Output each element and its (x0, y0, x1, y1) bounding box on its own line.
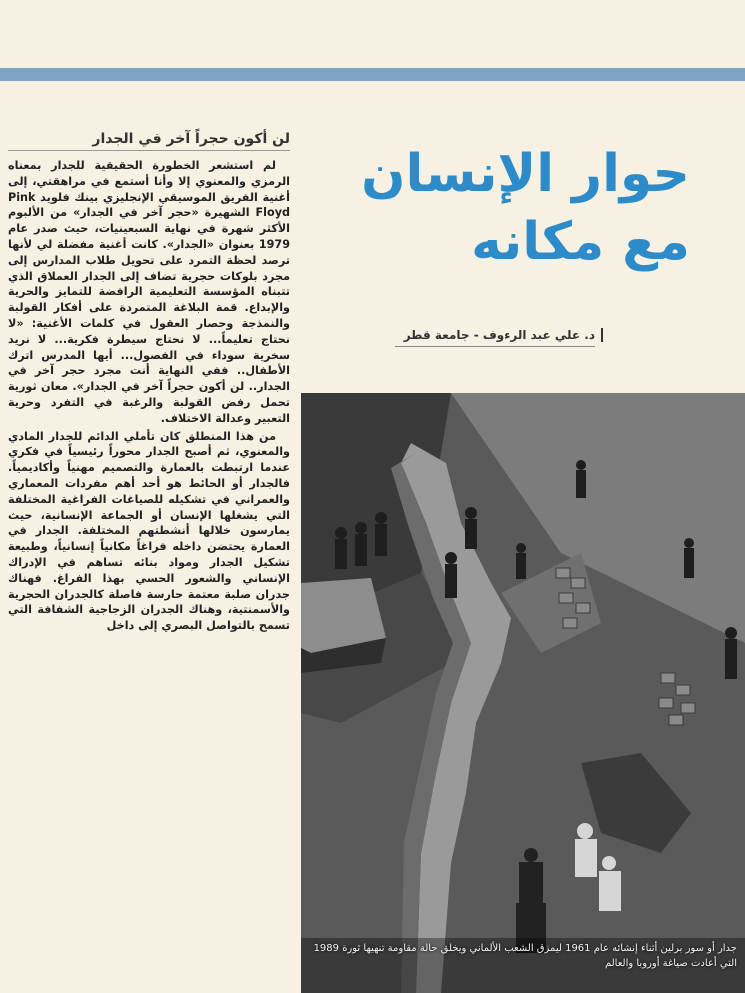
article-title-line-1: حوار الإنسان (361, 144, 690, 204)
header-rule (0, 68, 745, 81)
author-byline: د. علي عبد الرءوف - جامعة قطر (395, 328, 603, 342)
article-paragraph-1: لم استشعر الخطورة الحقيقية للجدار بمعناه الرمزي والمعنوي إلا وأنا أستمع في مراهقتي، إلى أغنية الفريق الموسيقي الإنجليزي بينك فلويد Pink Floyd الشهيرة «حجر آخر في الجدار» من الألبوم الأكثر شهرة في نهاية السبعينيات، حيث صدر عام 1979 بعنوان «الجدار». كانت أغنية مفضلة لي لأنها ترصد لحظة التمرد على تحويل طلاب المدارس إلى مجرد بلوكات حجرية تضاف إلى الجدار العملاق الذي تتبناه المؤسسة التعليمية الرافضة للتمايز والحرية والإبداع. قمة البلاغة المتمردة على أفكار القولبة والنمذجة وحصار العقول في كلمات الأغنية: «لا نحتاج تعليماً... لا نحتاج سيطرة فكرية... لا نريد سخرية سوداء في الفصول... أيها المدرس اترك الأطفال.. ففي النهاية أنت مجرد حجر آخر في الجدار.. لن أكون حجراً آخر في الجدار». معان ثورية تحمل رفض القولبة والرغبة في التفرد وحرية التعبير وعدالة الاختلاف. (8, 159, 290, 425)
article-paragraph-2: من هذا المنطلق كان تأملي الدائم للجدار المادي والمعنوي، ثم أصبح الجدار محوراً رئيسياً في فكري عندما ارتبطت بالعمارة والتصميم مهنياً وأكاديمياً. فالجدار أو الحائط هو أحد أهم مفردات المعماري والعمراني في تشكيله للصياغات الفراغية المختلفة التي يشغلها الإنسان أو الجماعة الإنسانية، حيث يمارسون خلالها أنشطتهم المختلفة. الجدار في العمارة يحتضن داخله فراغاً مكانياً إنسانياً، وطبيعة تشكيل الجدار ومواد بنائه تساهم في الإدراك الإنساني والشعور الحسي بهذا الفراغ. فهناك جدران صلبة معتمة حارسة فاصلة كالجدران الحجرية والأسمنتية، وهناك الجدران الزجاجية الشفافة التي تسمح بالتواصل البصري إلى داخل (8, 429, 290, 633)
section-subheading: لن أكون حجراً آخر في الجدار (92, 131, 290, 147)
article-body (8, 158, 290, 636)
article-title-line-2: مع مكانه (471, 212, 690, 272)
top-margin (0, 0, 745, 68)
byline-divider (395, 346, 595, 347)
article-title (330, 140, 690, 276)
photo-caption: جدار أو سور برلين أثناء إنشائه عام 1961 ليمزق الشعب الألماني ويخلق حالة مقاومة تنهيها ثورة 1989 التي أعادت صياغة أوروبا والعالم (313, 943, 737, 969)
subheading-divider (8, 150, 290, 151)
berlin-wall-photo (301, 393, 745, 993)
photo-illustration (301, 393, 745, 993)
